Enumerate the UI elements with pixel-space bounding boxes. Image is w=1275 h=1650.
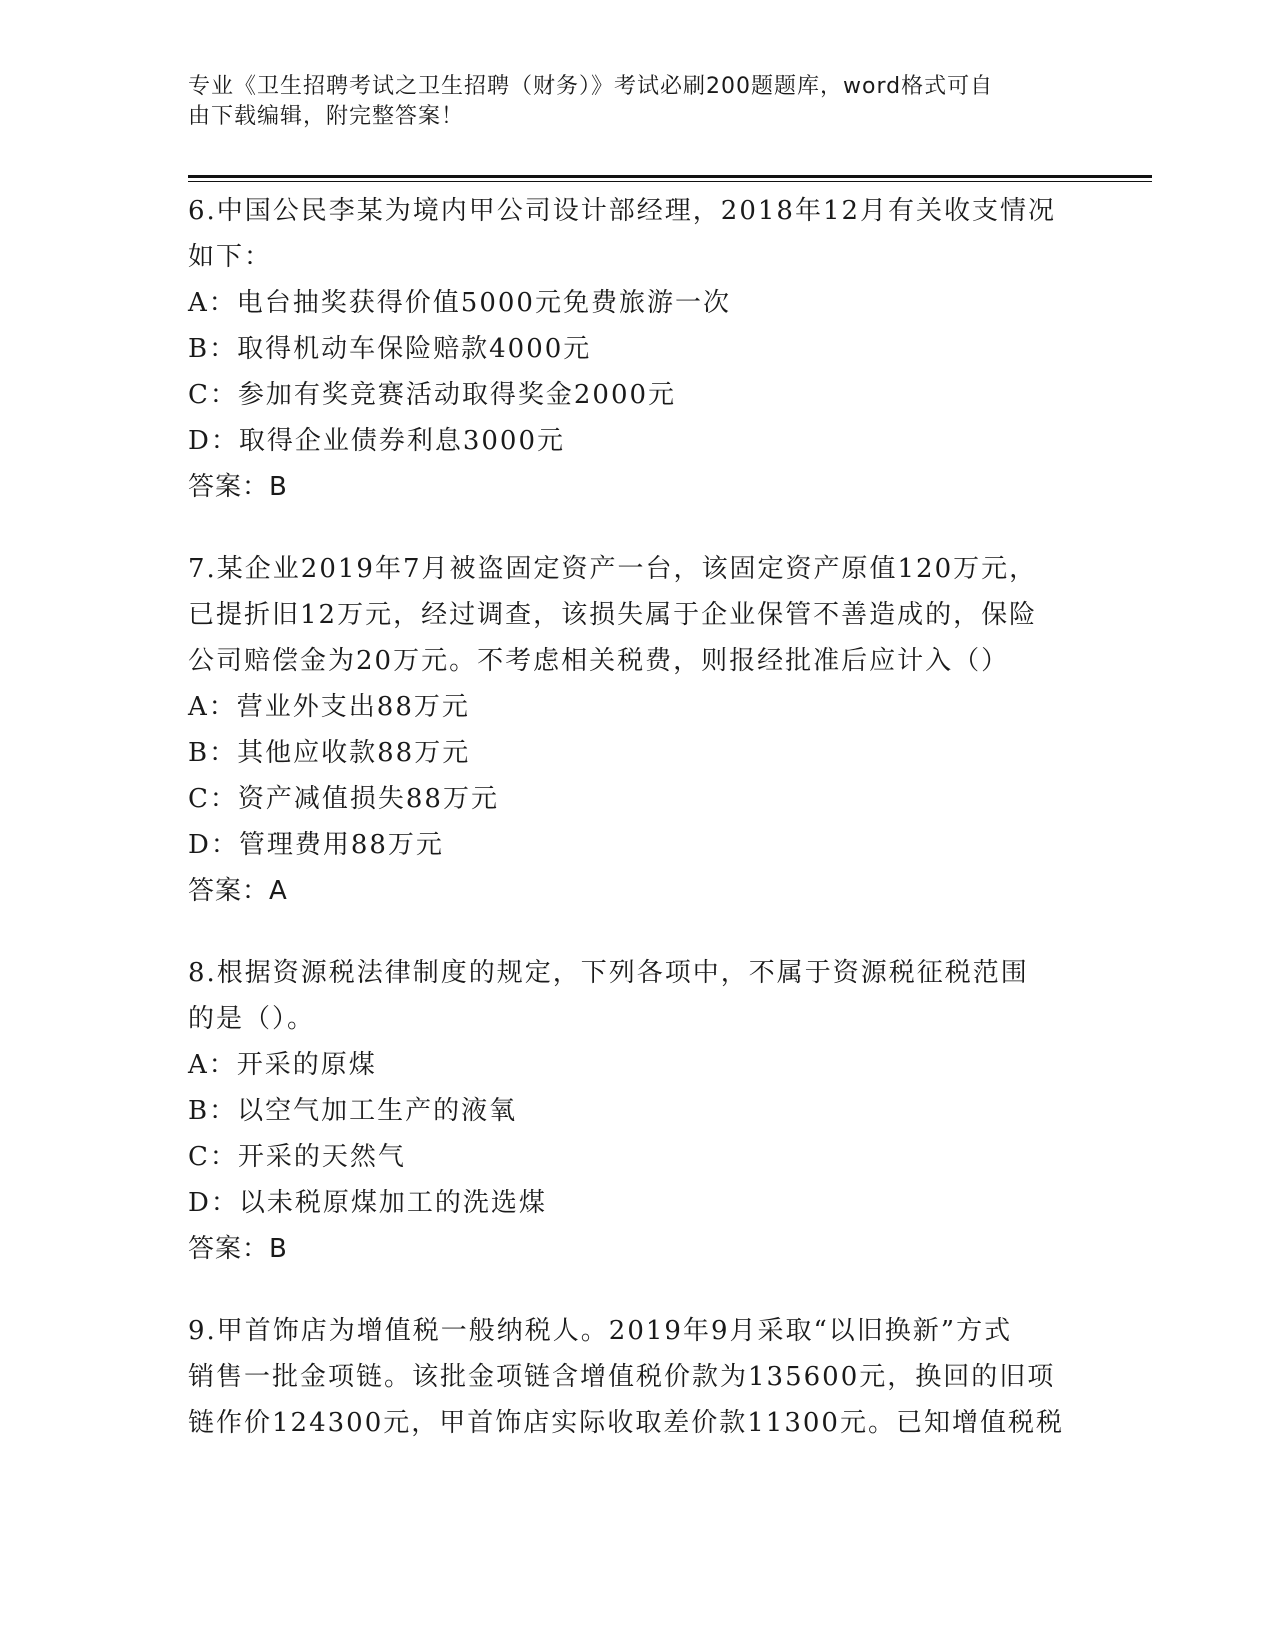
document-header [188, 72, 1088, 132]
header-line-1: 专业《卫生招聘考试之卫生招聘（财务）》考试必刷200题题库，word格式可自 [188, 74, 994, 99]
question-stem-line: 如下： [188, 242, 273, 272]
option-a: A：电台抽奖获得价值5000元免费旅游一次 [188, 288, 731, 318]
option-d: D：管理费用88万元 [188, 830, 444, 860]
question-stem-line: 的是（）。 [188, 1004, 316, 1034]
option-b: B：其他应收款88万元 [188, 738, 471, 768]
question-stem-line: 已提折旧12万元，经过调查，该损失属于企业保管不善造成的，保险 [188, 600, 1038, 630]
option-c: C：参加有奖竞赛活动取得奖金2000元 [188, 380, 677, 410]
option-b: B：以空气加工生产的液氧 [188, 1096, 518, 1126]
option-c: C：开采的天然气 [188, 1142, 406, 1172]
question-stem-line: 8.根据资源税法律制度的规定，下列各项中，不属于资源税征税范围 [188, 958, 1029, 988]
question-stem-line: 链作价124300元，甲首饰店实际收取差价款11300元。已知增值税税 [188, 1408, 1064, 1438]
option-b: B：取得机动车保险赔款4000元 [188, 334, 592, 364]
question-stem-line: 9.甲首饰店为增值税一般纳税人。2019年9月采取“以旧换新”方式 [188, 1316, 1013, 1346]
question-9 [188, 1308, 1088, 1446]
question-stem-line: 6.中国公民李某为境内甲公司设计部经理，2018年12月有关收支情况 [188, 196, 1057, 226]
question-7 [188, 546, 1088, 914]
option-a: A：营业外支出88万元 [188, 692, 470, 722]
question-stem-line: 销售一批金项链。该批金项链含增值税价款为135600元，换回的旧项 [188, 1362, 1056, 1392]
header-line-2: 由下载编辑，附完整答案！ [188, 104, 465, 129]
option-c: C：资产减值损失88万元 [188, 784, 499, 814]
header-divider-thin [188, 181, 1152, 182]
question-stem-line: 7.某企业2019年7月被盗固定资产一台，该固定资产原值120万元， [188, 554, 1038, 584]
answer: 答案：B [188, 1234, 288, 1264]
header-divider-thick [188, 175, 1152, 178]
option-d: D：取得企业债券利息3000元 [188, 426, 566, 456]
answer: 答案：B [188, 472, 288, 502]
question-stem-line: 公司赔偿金为20万元。不考虑相关税费，则报经批准后应计入（） [188, 646, 1010, 676]
question-8 [188, 950, 1088, 1272]
question-6 [188, 188, 1088, 510]
option-d: D：以未税原煤加工的洗选煤 [188, 1188, 547, 1218]
answer: 答案：A [188, 876, 288, 906]
question-list [188, 188, 1088, 1482]
option-a: A：开采的原煤 [188, 1050, 377, 1080]
